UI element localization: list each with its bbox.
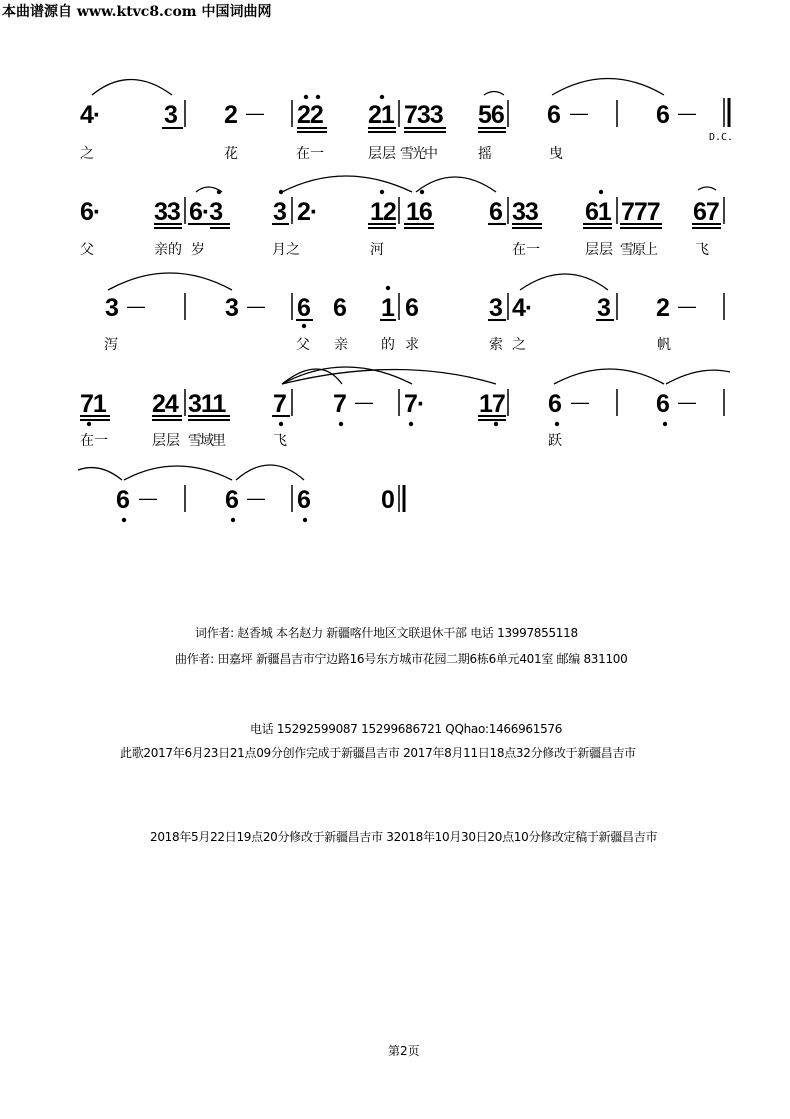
note: 33: [512, 198, 538, 226]
lyric: 在一: [80, 433, 108, 449]
source-header: 本曲谱源自 www.ktvc8.com 中国词曲网: [2, 4, 272, 20]
composer-info: 曲作者: 田嘉坪 新疆昌吉市宁边路16号东方城市花园二期6栋6单元401室 邮编 831100: [175, 652, 628, 666]
lyric: 的: [381, 337, 395, 353]
contact-info: 电话 15292599087 15299686721 QQhao:1466961576: [250, 722, 563, 736]
note: 6: [489, 198, 502, 226]
note: 0: [381, 486, 394, 514]
lyric: 层层: [152, 433, 180, 449]
lyric: 泻: [104, 337, 118, 353]
note: 3: [225, 294, 238, 322]
note: 6: [656, 101, 669, 129]
note: 3: [597, 294, 610, 322]
note: 61: [585, 198, 611, 226]
dash: —: [571, 392, 588, 412]
lyric: 亲的: [154, 242, 182, 258]
lyric: 在一: [296, 146, 324, 162]
lyric: 雪原上: [620, 242, 656, 258]
note: 16: [406, 198, 432, 226]
lyric: 岁: [191, 242, 205, 258]
dash: —: [678, 103, 695, 123]
note: 3: [273, 198, 286, 226]
note: 24: [152, 390, 178, 418]
note: 3: [105, 294, 118, 322]
note: 777: [621, 198, 660, 226]
note: 7: [273, 390, 286, 418]
dash: —: [355, 392, 372, 412]
lyric: 父: [80, 242, 94, 258]
lyric: 跃: [548, 433, 562, 449]
note: 67: [693, 198, 719, 226]
lyric: 雪光中: [400, 146, 436, 162]
note: 2: [656, 294, 669, 322]
lyric: 月之: [272, 242, 300, 258]
dash: —: [570, 103, 587, 123]
dash: —: [127, 296, 144, 316]
lyric: 帆: [657, 337, 671, 353]
lyric: 飞: [273, 433, 287, 449]
note: 6: [548, 390, 561, 418]
note: 6: [297, 486, 310, 514]
note: 6: [297, 294, 310, 322]
note: 6: [547, 101, 560, 129]
lyric: 摇: [478, 146, 492, 162]
lyric: 索: [489, 337, 503, 353]
dash: —: [678, 296, 695, 316]
note: 33: [154, 198, 180, 226]
lyric: 在一: [512, 242, 540, 258]
note: 733: [404, 101, 443, 129]
note: 2·: [297, 198, 318, 226]
note: 7·: [404, 390, 425, 418]
note: 21: [368, 101, 394, 129]
note: 3: [489, 294, 502, 322]
lyricist-info: 词作者: 赵香城 本名赵力 新疆喀什地区文联退休干部 电话 13997855118: [195, 626, 578, 640]
note: 311: [188, 390, 226, 418]
note: 4·: [512, 294, 533, 322]
lyric: 曳: [549, 146, 563, 162]
lyric: 亲: [334, 337, 348, 353]
page-number: 第2页: [388, 1044, 420, 1058]
lyric: 之: [80, 146, 94, 162]
lyric: 雪域里: [188, 433, 224, 449]
note: 6: [656, 390, 669, 418]
lyric: 河: [370, 242, 384, 258]
note: 12: [370, 198, 396, 226]
note: 1: [381, 294, 394, 322]
lyric: 之: [512, 337, 526, 353]
dash: —: [247, 296, 264, 316]
note: 22: [297, 101, 323, 129]
dash: —: [139, 488, 156, 508]
lyric: 层层: [368, 146, 396, 162]
lyric: 求: [405, 337, 419, 353]
lyric: 花: [224, 146, 238, 162]
note: 6·: [80, 198, 101, 226]
da-capo-mark: D.C.: [709, 132, 734, 143]
dash: —: [247, 488, 264, 508]
note: 6: [116, 486, 129, 514]
note: 56: [478, 101, 504, 129]
note: 71: [80, 390, 106, 418]
note: 3: [164, 101, 177, 129]
note: 4·: [80, 101, 101, 129]
lyric: 层层: [585, 242, 613, 258]
note: 6·3: [189, 198, 223, 226]
dash: —: [246, 103, 263, 123]
lyric: 飞: [695, 242, 709, 258]
note: 6: [405, 294, 418, 322]
dash: —: [678, 392, 695, 412]
note: 6: [333, 294, 346, 322]
note: 7: [333, 390, 346, 418]
revision-note: 2018年5月22日19点20分修改于新疆昌吉市 32018年10月30日20点10分修改定稿于新疆昌吉市: [150, 830, 658, 844]
lyric: 父: [296, 337, 310, 353]
note: 2: [224, 101, 237, 129]
note: 6: [225, 486, 238, 514]
note: 17: [479, 390, 505, 418]
creation-note: 此歌2017年6月23日21点09分创作完成于新疆昌吉市 2017年8月11日18点32分修改于新疆昌吉市: [120, 746, 636, 760]
